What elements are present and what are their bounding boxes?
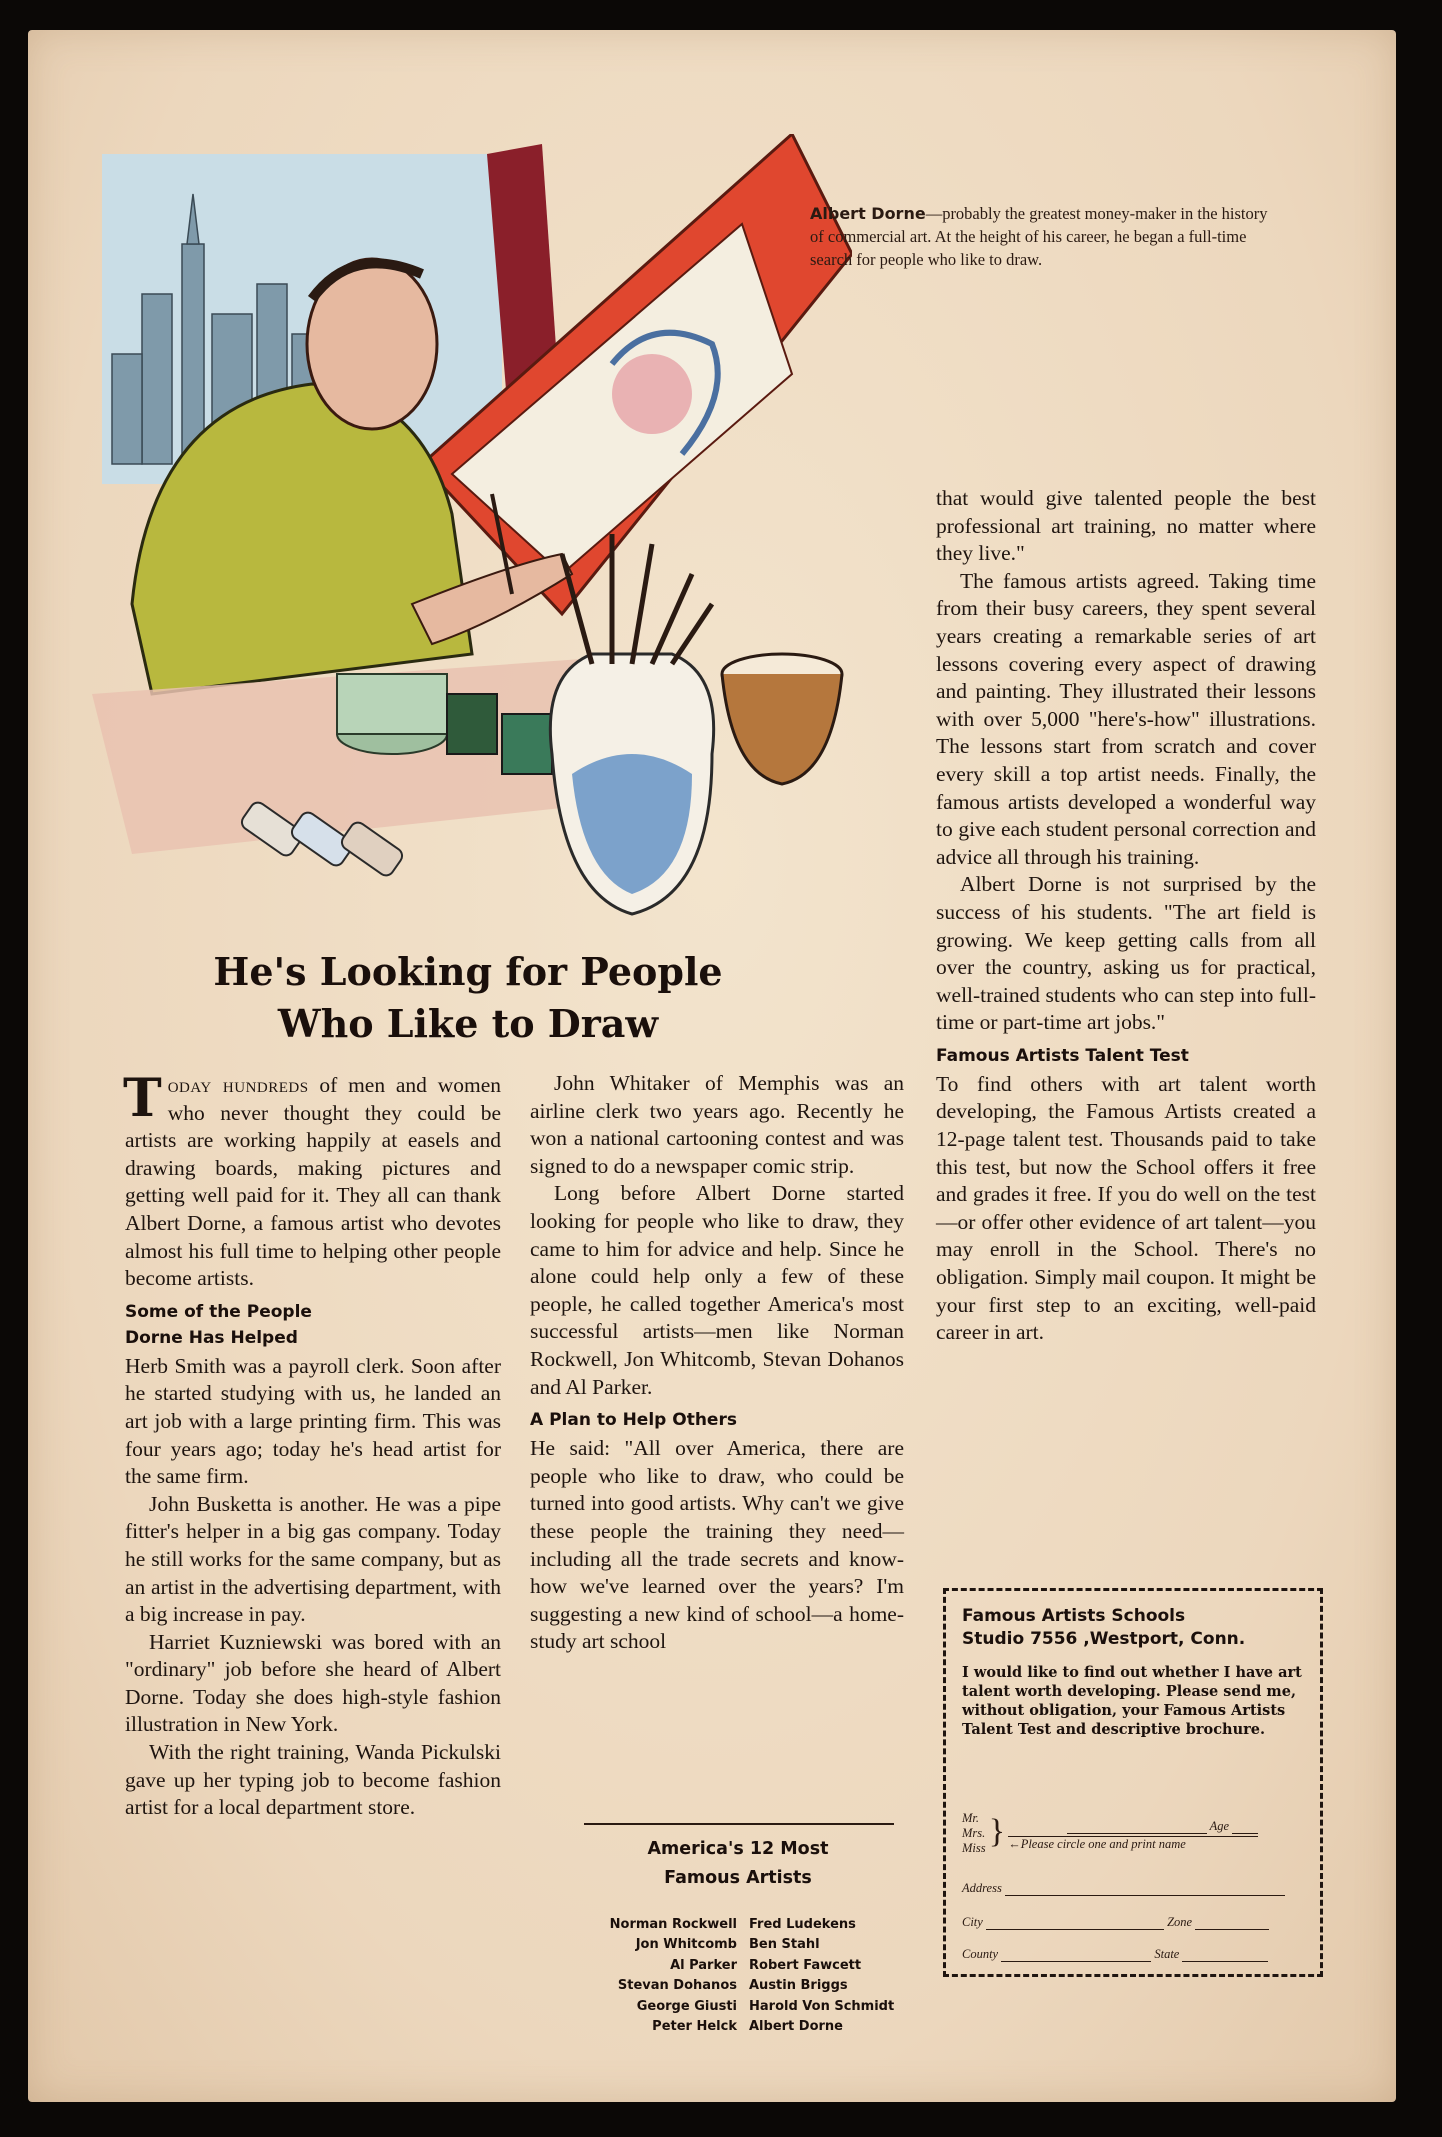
- paragraph-artists-agreed: The famous artists agreed. Taking time from their busy careers, they spent several years creating a remarkable series of art lessons covering every aspect of drawing and painting. They illustrated their lessons with over 5,000 "here's-how" illustrations. The lessons start from scratch and cover every skill a top artist needs. Finally, the famous artists developed a wonderful way to give each student personal correction and advice all through his training.: [936, 568, 1316, 869]
- artist-name: Austin Briggs: [749, 1978, 848, 1994]
- illustration-caption: [810, 202, 1280, 271]
- caption-text: —probably the greatest money-maker in the history of commercial art. At the height of his career, he began a full-time search for people who like to draw.: [810, 204, 1268, 269]
- intro-text: of men and women who never thought they could be artists are working happily at easels and drawing boards, making pictures and getting well paid for it. They all can thank Albert Dorne, a famous artist who devotes almost his full time to helping other people become artists.: [125, 1073, 501, 1291]
- title-mr[interactable]: Mr.: [962, 1811, 980, 1825]
- paragraph-wanda: With the right training, Wanda Pickulski gave up her typing job to become fashion artist for a local department store.: [125, 1740, 501, 1820]
- age-field[interactable]: [1232, 1819, 1258, 1834]
- artist-name: Jon Whitcomb: [635, 1937, 737, 1953]
- zone-field[interactable]: [1195, 1915, 1269, 1930]
- paragraph-not-surprised: Albert Dorne is not surprised by the success of his students. "The art field is growing. We keep getting calls from all over the country, asking us for practical, well-trained students who can step into full-time or part-time art jobs.": [936, 872, 1316, 1035]
- circle-instruction: ←Please circle one and print name: [1008, 1837, 1186, 1851]
- article-column-3: [936, 485, 1316, 1347]
- coupon-request-text: I would like to find out whether I have art talent worth developing. Please send me, without obligation, your Famous Artists Talent Test and descriptive brochure.: [962, 1664, 1302, 1738]
- artist-illustration: [92, 134, 852, 964]
- paragraph-john-whitaker: John Whitaker of Memphis was an airline clerk two years ago. Recently he won a national cartooning contest and was signed to do a newspaper comic strip.: [530, 1071, 904, 1178]
- zone-label: Zone: [1167, 1915, 1193, 1929]
- article-column-2: [530, 1070, 904, 1656]
- artist-name: Harold Von Schmidt: [749, 1998, 895, 2014]
- artist-name: Stevan Dohanos: [617, 1978, 737, 1994]
- coupon-address-row: [962, 1881, 1306, 1896]
- paragraph-herb-smith: Herb Smith was a payroll clerk. Soon after he started studying with us, he landed an art job with a large printing firm. This was four years ago; today he's head artist for the same firm.: [125, 1353, 501, 1489]
- magazine-page: [28, 30, 1396, 2102]
- address-label: Address: [962, 1881, 1002, 1895]
- title-mrs[interactable]: Mrs.: [962, 1826, 986, 1840]
- artists-title-line-2: Famous Artists: [664, 1868, 812, 1888]
- artists-list: [548, 1915, 938, 2037]
- state-label: State: [1154, 1947, 1180, 1961]
- article-column-1: [123, 1068, 501, 1822]
- paragraph-talent-test: To find others with art talent worth developing, the Famous Artists created a 12-page talent test. Thousands paid to take this test, but now the School offers it free and grades it free. If you do well on the test—or offer other evidence of art talent—you may enroll in the School. There's no obligation. Simply mail coupon. It might be your first step to an exciting, well-paid career in art.: [936, 1071, 1316, 1345]
- coupon-city-row: [962, 1915, 1306, 1930]
- intro-paragraph: [123, 1068, 501, 1293]
- divider: [584, 1823, 894, 1825]
- paragraph-harriet: Harriet Kuzniewski was bored with an "ordinary" job before she heard of Albert Dorne. Today she does high-style fashion illustration in New York.: [125, 1629, 501, 1737]
- age-label: Age: [1209, 1819, 1230, 1833]
- state-field[interactable]: [1182, 1947, 1268, 1962]
- artist-name: Al Parker: [670, 1957, 737, 1973]
- address-field[interactable]: [1005, 1881, 1285, 1896]
- paragraph-he-said: He said: "All over America, there are people who like to draw, who could be turned into good artists. Why can't we give these people the training they need—including all the trade secrets and know-how we've learned over the years? I'm suggesting a new kind of school—a home-study art school: [530, 1436, 904, 1654]
- bowl: [722, 654, 842, 784]
- coupon-studio-address: Studio 7556 ,Westport, Conn.: [962, 1629, 1246, 1649]
- coupon-school-name: Famous Artists Schools: [962, 1606, 1186, 1626]
- subhead-plan: A Plan to Help Others: [530, 1410, 737, 1431]
- headline-line-2: Who Like to Draw: [277, 1001, 659, 1046]
- paragraph-long-before: Long before Albert Dorne started looking for people who like to draw, they came to him for advice and help. Since he alone could help only a few of these people, he called together America's most successful artists—men like Norman Rockwell, Jon Whitcomb, Stevan Dohanos and Al Parker.: [530, 1181, 904, 1399]
- artist-name: Fred Ludekens: [749, 1917, 856, 1932]
- artist-name: Ben Stahl: [749, 1937, 820, 1953]
- paragraph-john-busketta: John Busketta is another. He was a pipe fitter's helper in a big gas company. Today he still works for the same company, but as an artist in the advertising department, with a big increase in pay.: [125, 1491, 501, 1627]
- artist-name: Albert Dorne: [749, 2019, 843, 2035]
- county-field[interactable]: [1001, 1947, 1151, 1962]
- city-field[interactable]: [986, 1915, 1164, 1930]
- mail-coupon[interactable]: [943, 1588, 1323, 1977]
- headline-line-1: He's Looking for People: [213, 949, 723, 994]
- coupon-county-row: [962, 1947, 1306, 1962]
- artist-name: Norman Rockwell: [609, 1917, 737, 1932]
- county-label: County: [962, 1947, 999, 1961]
- intro-small-caps: oday hundreds: [167, 1073, 309, 1097]
- title-miss[interactable]: Miss: [962, 1841, 986, 1855]
- artist-name: Peter Helck: [652, 2019, 737, 2035]
- name-field[interactable]: [1067, 1819, 1207, 1834]
- caption-name: Albert Dorne: [810, 204, 926, 223]
- artist-name: George Giusti: [636, 1998, 737, 2014]
- drop-cap: T: [123, 1068, 162, 1129]
- headline: [148, 946, 788, 1050]
- artists-box-title: [558, 1835, 918, 1893]
- paragraph-continued: that would give talented people the best professional art training, no matter where they live.": [936, 486, 1316, 566]
- city-label: City: [962, 1915, 983, 1929]
- artist-name: Robert Fawcett: [749, 1957, 862, 1973]
- coupon-name-row: Mr. Mrs. Miss } Age ←Please circle one and print name: [962, 1811, 1306, 1856]
- artists-title-line-1: America's 12 Most: [647, 1839, 829, 1859]
- subhead-people-helped: Some of the People Dorne Has Helped: [125, 1301, 312, 1348]
- subhead-talent-test: Famous Artists Talent Test: [936, 1045, 1189, 1066]
